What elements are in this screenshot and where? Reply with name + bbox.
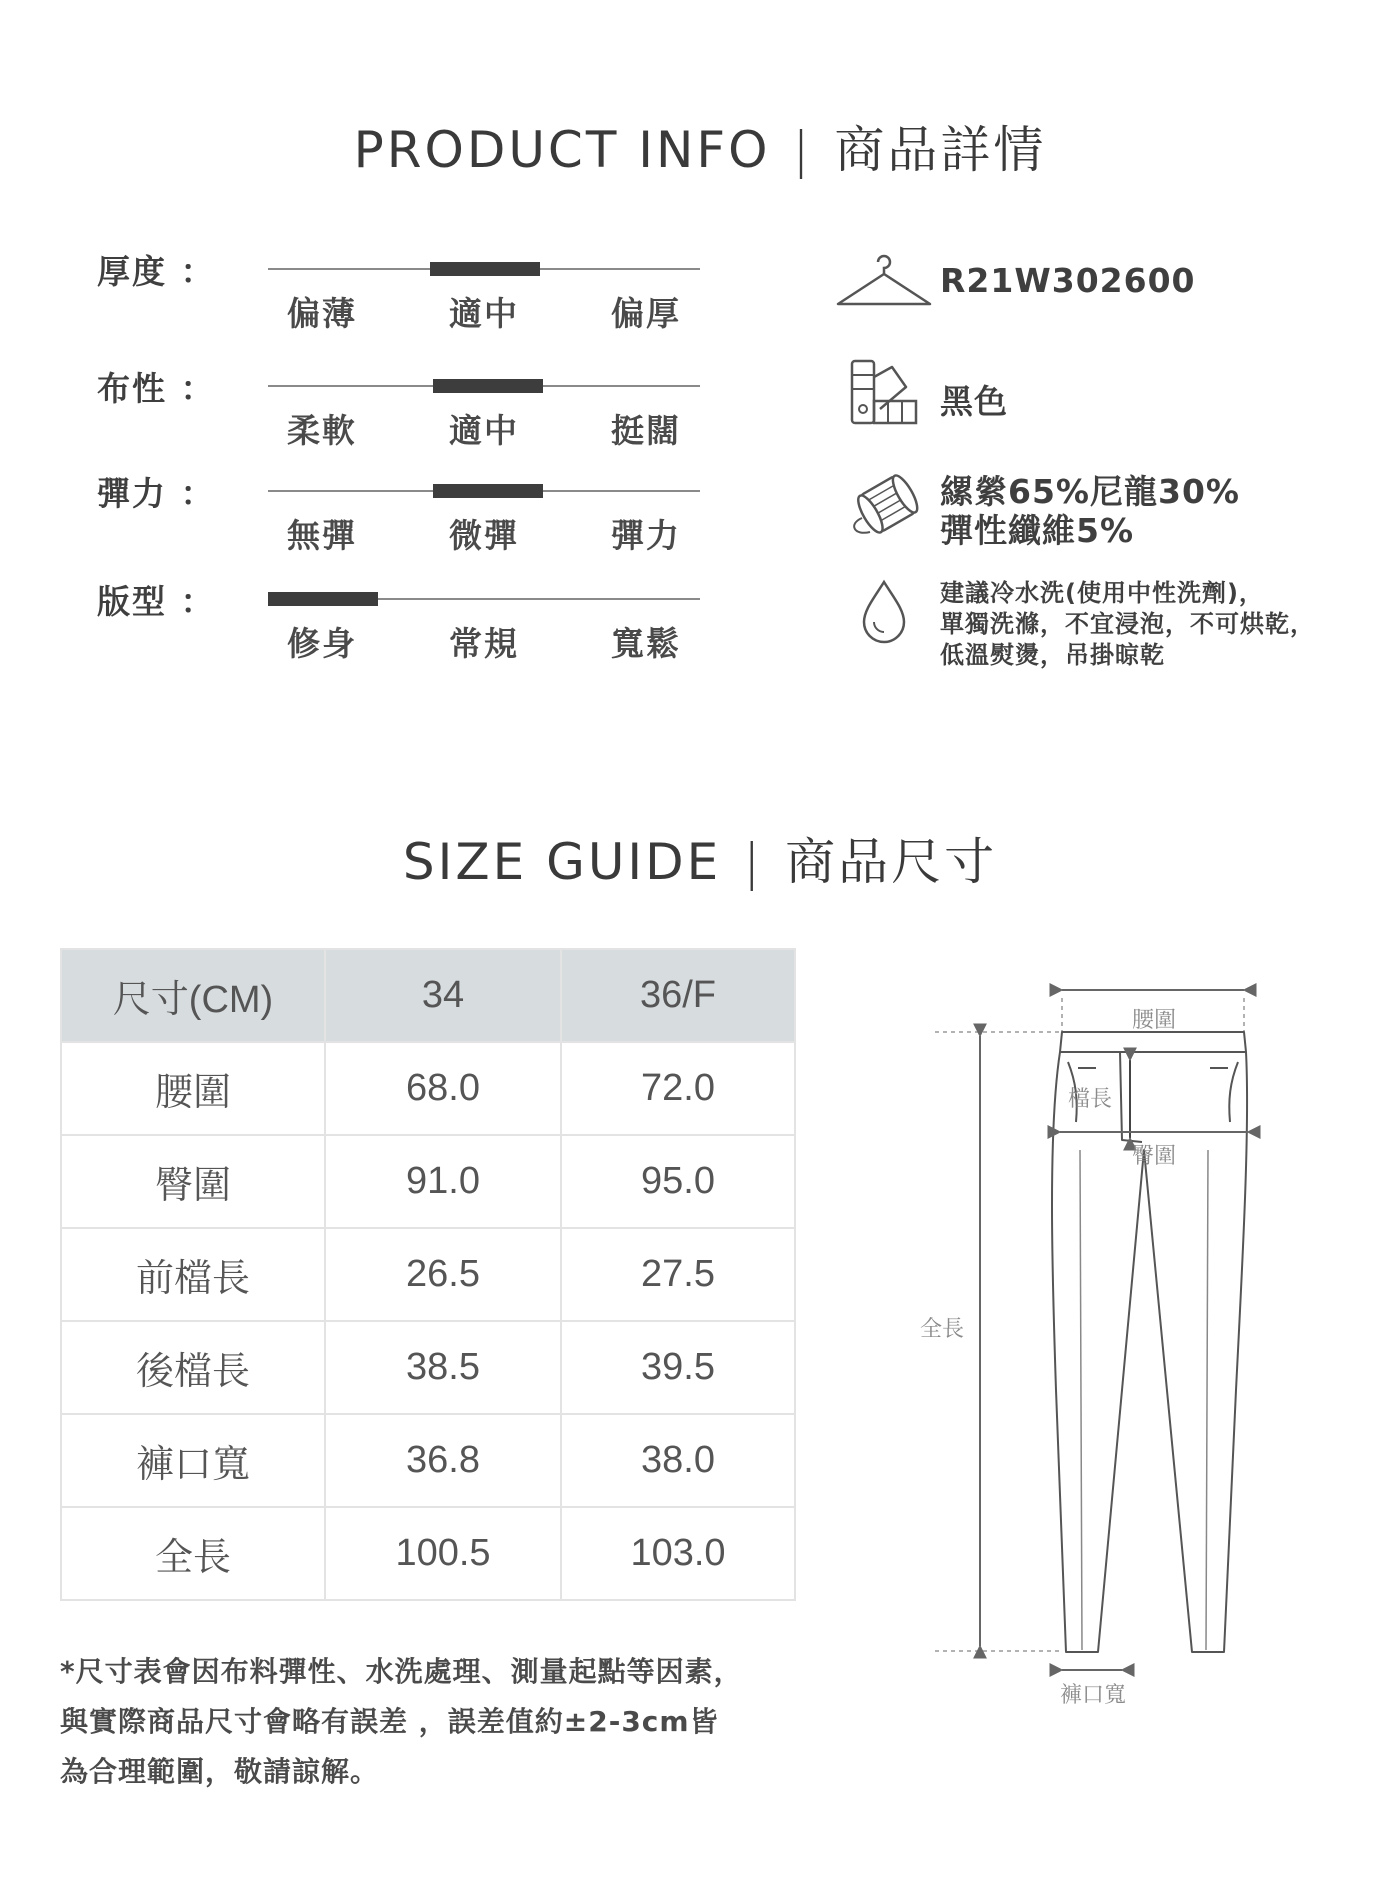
size-table-cell: 38.5 <box>325 1321 561 1414</box>
title-separator: | <box>792 121 813 179</box>
size-table-header: 34 <box>325 949 561 1042</box>
material-line-1: 縲縈65%尼龍30% <box>940 472 1240 511</box>
size-table-cell: 36.8 <box>325 1414 561 1507</box>
product-color: 黑色 <box>940 382 1008 421</box>
size-table-header: 36/F <box>561 949 795 1042</box>
size-note-line: 與實際商品尺寸會略有誤差 ，誤差值約±2-3cm皆 <box>60 1705 719 1738</box>
diagram-rise-label: 檔長 <box>1068 1087 1113 1112</box>
attribute-selected-marker <box>433 379 543 393</box>
water-drop-icon <box>856 578 912 644</box>
product-code: R21W302600 <box>940 261 1196 300</box>
table-row <box>61 1228 795 1321</box>
attribute-option: 適中 <box>449 294 519 333</box>
size-table-cell: 腰圍 <box>61 1042 325 1135</box>
size-table-cell: 100.5 <box>325 1507 561 1600</box>
attribute-option: 修身 <box>287 624 357 663</box>
attribute-option: 偏薄 <box>287 294 357 333</box>
attribute-label: 彈力 ： <box>97 474 216 513</box>
color-swatch-icon <box>848 357 920 429</box>
product-info-title <box>0 110 1400 182</box>
diagram-hip-label: 臀圍 <box>1132 1144 1177 1169</box>
attribute-thickness <box>0 246 720 346</box>
product-info-title-en: PRODUCT INFO <box>353 121 771 179</box>
thread-spool-icon <box>844 470 928 540</box>
table-row <box>61 1414 795 1507</box>
diagram-length-label: 全長 <box>920 1317 965 1342</box>
size-table-cell: 27.5 <box>561 1228 795 1321</box>
attribute-option: 柔軟 <box>287 411 357 450</box>
attribute-label: 厚度 ： <box>97 252 216 291</box>
size-guide-title <box>0 822 1400 894</box>
size-note <box>60 1647 820 1797</box>
attribute-label: 版型 ： <box>97 582 216 621</box>
attribute-elasticity <box>0 468 720 568</box>
material-line-2: 彈性纖維5% <box>940 511 1135 550</box>
title-separator: | <box>743 833 764 891</box>
size-table-cell: 39.5 <box>561 1321 795 1414</box>
size-table <box>60 948 796 1601</box>
size-guide-title-en: SIZE GUIDE <box>402 833 722 891</box>
diagram-hem-label: 褲口寬 <box>1060 1683 1127 1708</box>
size-table-cell: 72.0 <box>561 1042 795 1135</box>
size-table-cell: 褲口寬 <box>61 1414 325 1507</box>
diagram-waist-label: 腰圍 <box>1132 1008 1177 1033</box>
attribute-fit <box>0 576 720 676</box>
attribute-option: 無彈 <box>287 516 357 555</box>
attribute-selected-marker <box>433 484 543 498</box>
table-row <box>61 1321 795 1414</box>
attribute-selected-marker <box>430 262 540 276</box>
attribute-option: 偏厚 <box>611 294 681 333</box>
attribute-label: 布性 ： <box>97 369 216 408</box>
size-table-cell: 後檔長 <box>61 1321 325 1414</box>
attribute-option: 挺闊 <box>611 411 681 450</box>
size-table-cell: 38.0 <box>561 1414 795 1507</box>
table-row <box>61 1135 795 1228</box>
size-note-line: *尺寸表會因布料彈性、水洗處理、測量起點等因素， <box>60 1655 743 1688</box>
care-line-1: 建議冷水洗(使用中性洗劑)， <box>940 579 1264 607</box>
attribute-option: 常規 <box>449 624 519 663</box>
care-line-2: 單獨洗滌，不宜浸泡，不可烘乾， <box>940 610 1315 638</box>
product-info-title-zh: 商品詳情 <box>834 121 1047 179</box>
size-guide-title-zh: 商品尺寸 <box>785 833 998 891</box>
size-table-cell: 95.0 <box>561 1135 795 1228</box>
size-table-cell: 103.0 <box>561 1507 795 1600</box>
attribute-option: 微彈 <box>449 516 519 555</box>
size-table-header: 尺寸(CM) <box>61 949 325 1042</box>
table-row <box>61 1507 795 1600</box>
size-table-header-row <box>61 949 795 1042</box>
attribute-option: 適中 <box>449 411 519 450</box>
pants-measurement-diagram <box>920 970 1280 1720</box>
size-table-cell: 68.0 <box>325 1042 561 1135</box>
attribute-option: 彈力 <box>611 516 681 555</box>
size-table-cell: 91.0 <box>325 1135 561 1228</box>
attribute-selected-marker <box>268 592 378 606</box>
size-table-cell: 全長 <box>61 1507 325 1600</box>
size-note-line: 為合理範圍，敬請諒解。 <box>60 1755 380 1788</box>
size-table-cell: 臀圍 <box>61 1135 325 1228</box>
table-row <box>61 1042 795 1135</box>
care-line-3: 低溫熨燙，吊掛晾乾 <box>940 641 1165 669</box>
size-table-cell: 26.5 <box>325 1228 561 1321</box>
hanger-icon <box>834 246 934 312</box>
size-table-cell: 前檔長 <box>61 1228 325 1321</box>
attribute-option: 寬鬆 <box>611 624 681 663</box>
attribute-fabric <box>0 363 720 463</box>
